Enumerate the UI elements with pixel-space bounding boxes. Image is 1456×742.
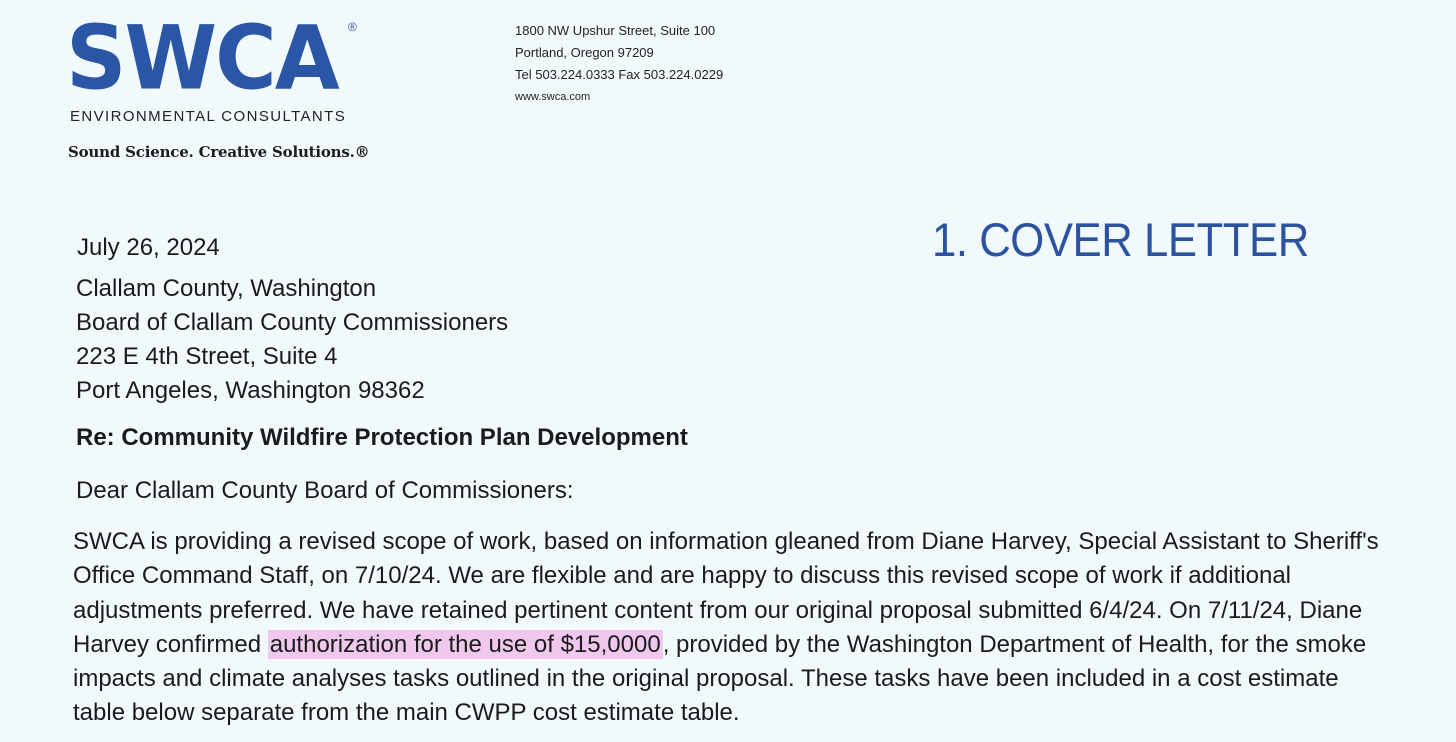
body-text: SWCA is providing a revised scope of work, based on information gleaned from Diane Harvey, Special Assistant to Sheriff's Office Command Staff, on 7/10/24. We are flexible and are happy to discuss this revised scope of work if additional adjustments preferred. We have retained pertinent content from our original proposal submitted 6/4/24. On 7/11/24, Diane Harvey confirmed	[73, 528, 1379, 658]
logo-subtitle: ENVIRONMENTAL CONSULTANTS	[70, 108, 347, 125]
recipient-address	[76, 272, 508, 408]
highlighted-text: authorization for the use of $15,0000	[269, 630, 661, 658]
address-website: www.swca.com	[515, 91, 591, 103]
body-paragraph	[73, 525, 1393, 731]
recipient-line: Clallam County, Washington	[76, 275, 377, 302]
recipient-line: Board of Clallam County Commissioners	[76, 309, 509, 336]
subject-line: Re: Community Wildfire Protection Plan Development	[76, 424, 688, 451]
logo-wordmark: SWCA	[66, 6, 338, 110]
address-city: Portland, Oregon 97209	[515, 45, 654, 60]
company-logo	[66, 6, 398, 161]
body-text: , provided by the Washington Department of Health, for the smoke impacts and climate analyses tasks outlined in the original proposal. These tasks have been included in a cost estimate table below separate from the main CWPP cost estimate table.	[73, 630, 1367, 727]
section-title: 1. COVER LETTER	[932, 213, 1309, 266]
registered-mark: ®	[348, 20, 357, 34]
address-phone: Tel 503.224.0333 Fax 503.224.0229	[515, 67, 724, 82]
address-street: 1800 NW Upshur Street, Suite 100	[515, 23, 716, 38]
recipient-line: Port Angeles, Washington 98362	[76, 377, 425, 404]
company-address	[515, 20, 723, 108]
recipient-line: 223 E 4th Street, Suite 4	[76, 343, 338, 370]
salutation: Dear Clallam County Board of Commissioners:	[76, 477, 574, 504]
logo-tagline: Sound Science. Creative Solutions.®	[68, 143, 370, 161]
letter-date: July 26, 2024	[77, 234, 220, 261]
